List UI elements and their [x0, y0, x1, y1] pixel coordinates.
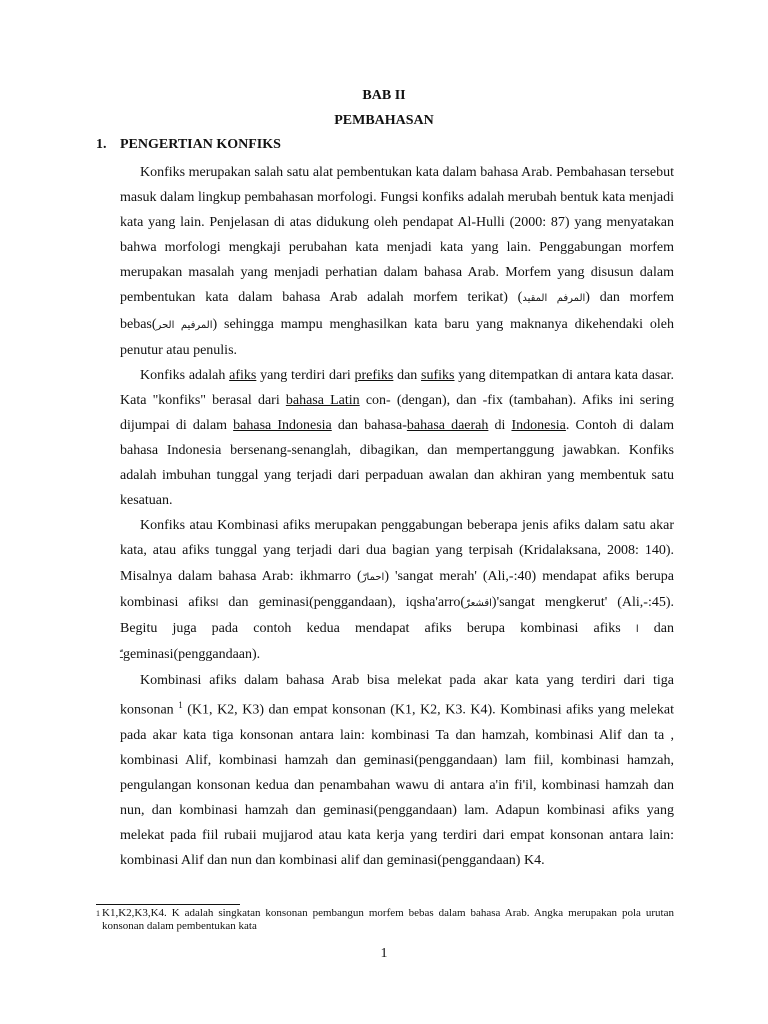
page-number: 1: [380, 946, 388, 961]
text-run: geminasi(penggandaan).: [122, 646, 261, 662]
section-title: PENGERTIAN KONFIKS: [120, 137, 281, 152]
link-prefiks[interactable]: prefiks: [354, 367, 394, 383]
link-afiks[interactable]: afiks: [229, 367, 257, 383]
link-bahasa-latin[interactable]: bahasa Latin: [285, 392, 360, 408]
footnote: [96, 907, 674, 933]
text-run: con- (dengan), dan -fix (tambahan). Afiks ini sering dijumpai di dalam: [120, 392, 675, 433]
text-run: dan bahasa-: [331, 417, 407, 433]
text-run: )'sangat mengkerut' (Ali,-:45). Begitu juga pada contoh kedua mendapat afiks berupa kombinasi afiks: [120, 594, 675, 636]
text-run: (K1, K2, K3) dan empat konsonan (K1, K2, K3. K4). Kombinasi afiks yang melekat pada akar kata tiga konsonan antara lain: kombinasi Ta dan hamzah, kombinasi Alif dan ta , kombinasi Alif, kombinasi hamzah dan geminasi(penggandaan) lam fiil, kombinasi hamzah, pengulangan konsonan kedua dan penambahan wawu di antara a'in fi'il, kombinasi hamzah dan nun, dan kombinasi hamzah dan geminasi(penggandaan) lam. Adapun kombinasi afiks yang melekat pada fiil rubaii mujjarod atau kata kerja yang terdiri dari empat konsonan antara lain: kombinasi Alif dan nun dan kombinasi alif dan geminasi(penggandaan) K4.: [120, 702, 675, 869]
arabic-term: ـّ: [120, 649, 123, 661]
arabic-term: المرفم المقيد: [522, 293, 586, 305]
footnote-number: 1: [96, 909, 100, 918]
chapter-heading: BAB II: [362, 88, 406, 103]
arabic-term: المرفيم الحر: [156, 319, 213, 331]
section-heading: [96, 137, 281, 153]
text-run: . Contoh di dalam bahasa Indonesia bersenang-senanglah, dibagikan, dan mempertanggung jawabkan. Konfiks adalah imbuhan tunggal yang terjadi dari perpaduan awalan dan akhiran yang membentuk satu kesatuan.: [120, 417, 674, 509]
text-run: ) 'sangat merah' (Ali,-:40) mendapat afiks berupa kombinasi afiks: [120, 568, 674, 610]
text-run: Konfiks atau Kombinasi afiks merupakan penggabungan beberapa jenis afiks dalam satu akar kata, atau afiks tunggal yang terjadi dari dua bagian yang terpisah (Kridalaksana, 2008: 140). Misalnya dalam bahasa Arab: ikhmarro (: [120, 518, 674, 584]
text-run: dan: [638, 620, 674, 636]
text-run: ) sehingga mampu menghasilkan kata baru yang maknanya dikehendaki oleh penutur atau penulis.: [120, 316, 674, 358]
text-run: dan geminasi(penggandaan), iqsha'arro(: [218, 594, 466, 610]
text-run: yang ditempatkan di antara kata dasar. Kata "konfiks" berasal dari: [120, 367, 674, 408]
body-text: [120, 160, 674, 873]
arabic-term: ا: [215, 597, 219, 609]
text-run: dan: [393, 367, 422, 383]
text-run: Konfiks merupakan salah satu alat pembentukan kata dalam bahasa Arab. Pembahasan tersebut masuk dalam lingkup pembahasan morfologi. Fungsi konfiks adalah merubah bentuk kata menjadi kata yang lain. Penjelasan di atas didukung oleh pendapat Al-Hulli (2000: 87) yang menyatakan bahwa morfologi mengkaji perubahan kata menjadi kata yang lain. Penggabungan morfem merupakan masalah yang menjadi perhatian dalam bahasa Arab. Morfem yang disusun dalam pembentukan kata dalam bahasa Arab adalah morfem terikat) (: [120, 165, 674, 306]
arabic-term: اقشعرّ: [465, 597, 492, 609]
section-number: 1.: [96, 137, 107, 152]
footnote-reference[interactable]: 1: [178, 699, 183, 710]
text-run: ) dan morfem bebas(: [120, 290, 674, 332]
paragraph-2: [120, 363, 674, 514]
link-indonesia[interactable]: Indonesia: [511, 417, 566, 433]
arabic-term: ا: [635, 623, 639, 635]
text-run: yang terdiri dari: [256, 367, 355, 383]
arabic-term: احمارّ: [361, 571, 385, 583]
chapter-title: PEMBAHASAN: [334, 113, 434, 128]
footnote-text: K1,K2,K3,K4. K adalah singkatan konsonan pembangun morfem bebas dalam bahasa Arab. Angka merupakan pola urutan konsonan dalam pembentukan kata: [102, 907, 674, 932]
paragraph-1: [120, 160, 674, 363]
text-run: di: [488, 417, 512, 433]
link-bahasa-daerah[interactable]: bahasa daerah: [406, 417, 489, 433]
paragraph-4: [120, 668, 674, 873]
link-bahasa-indonesia[interactable]: bahasa Indonesia: [233, 417, 332, 433]
paragraph-3: [120, 513, 674, 668]
footnote-separator: [96, 904, 240, 905]
link-sufiks[interactable]: sufiks: [421, 367, 455, 383]
text-run: Kombinasi afiks dalam bahasa Arab bisa melekat pada akar kata yang terdiri dari tiga konsonan: [120, 672, 674, 718]
text-run: Konfiks adalah: [140, 367, 230, 383]
